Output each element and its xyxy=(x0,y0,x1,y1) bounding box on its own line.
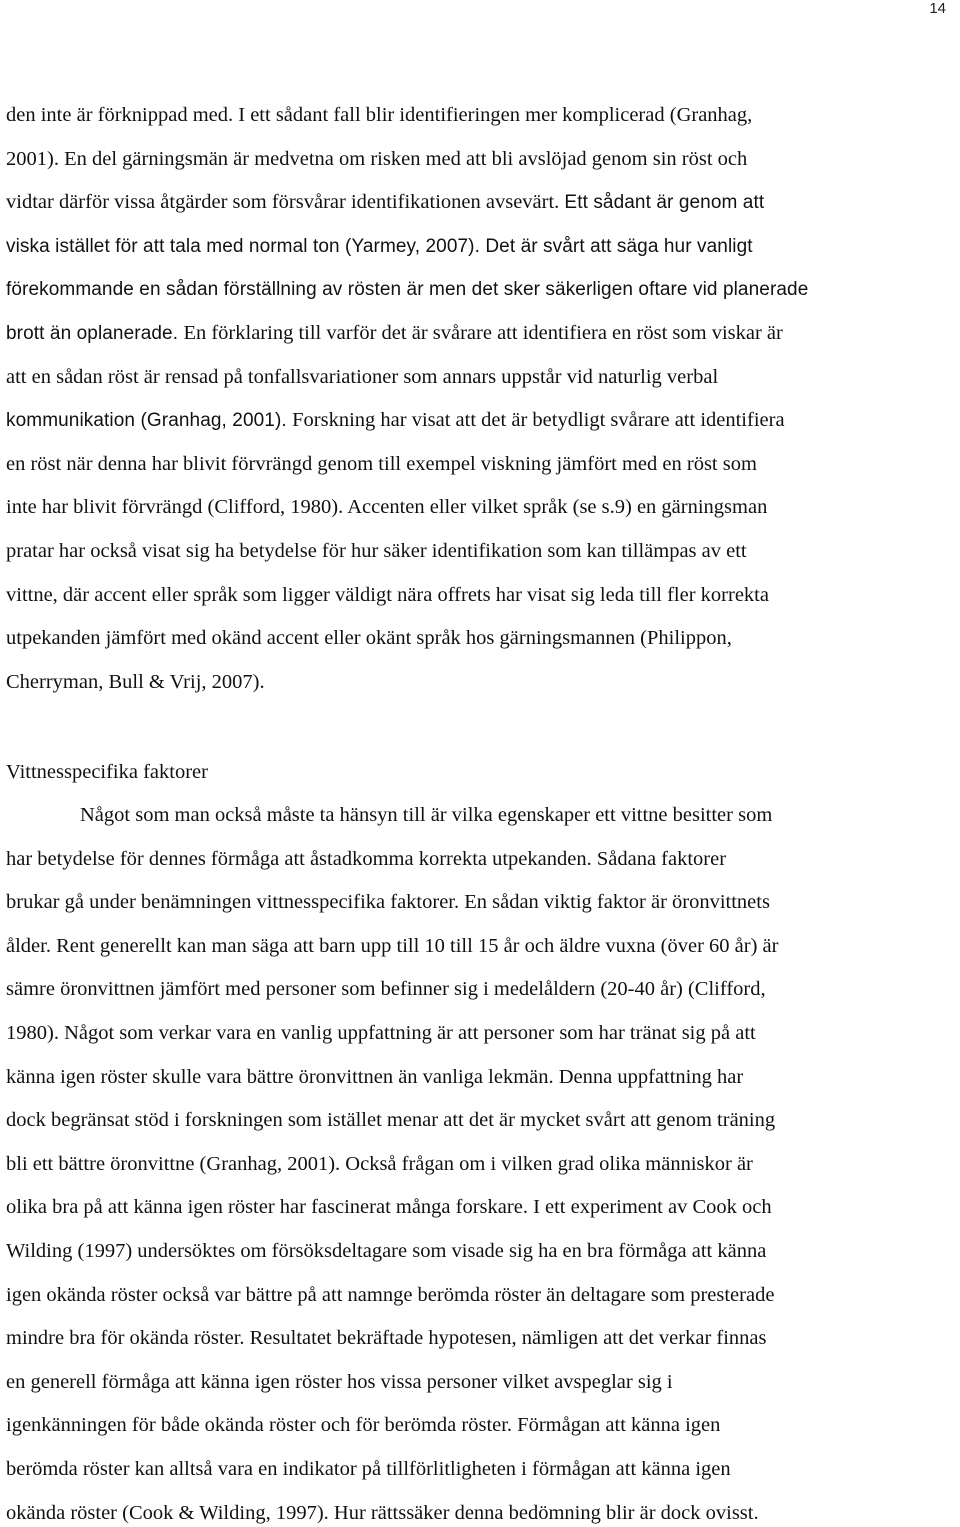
text-line xyxy=(6,454,757,475)
text-run: den inte är förknippad med. I ett sådant fall blir identifieringen mer komplicerad (Granhag, xyxy=(6,104,753,126)
text-run: bli ett bättre öronvittne (Granhag, 2001). Också frågan om i vilken grad olika människor är xyxy=(6,1152,753,1175)
text-run: brukar gå under benämningen vittnesspecifika faktorer. En sådan viktig faktor är öronvittnets xyxy=(6,891,770,914)
text-run: en röst när denna har blivit förvrängd genom till exempel viskning jämfört med en röst som xyxy=(6,452,757,475)
text-line xyxy=(6,628,732,649)
text-run: pratar har också visat sig ha betydelse för hur säker identifikation som kan tillämpas av ett xyxy=(6,540,747,562)
text-line xyxy=(6,1197,772,1218)
text-line xyxy=(6,849,726,870)
text-line xyxy=(6,1415,720,1436)
text-line xyxy=(6,585,769,606)
text-line xyxy=(6,497,767,518)
text-run: inte har blivit förvrängd (Clifford, 1980). Accenten eller vilket språk (se s.9) en gärningsman xyxy=(6,496,768,519)
text-line xyxy=(6,1241,766,1262)
text-run: berömda röster kan alltså vara en indikator på tillförlitligheten i förmågan att känna igen xyxy=(6,1458,731,1480)
text-run: har betydelse för dennes förmåga att åstadkomma korrekta utpekanden. Sådana faktorer xyxy=(6,847,727,870)
text-run: En förklaring till varför det är svårare att identifiera en röst som viskar är xyxy=(183,322,783,344)
text-line xyxy=(6,1503,759,1524)
text-run: vittne, där accent eller språk som ligger väldigt nära offrets har visat sig leda till fler korrekta xyxy=(6,583,769,606)
text-run: igen okända röster också var bättre på att namnge berömda röster än deltagare som presterade xyxy=(6,1283,775,1306)
text-line xyxy=(6,1023,756,1044)
text-line xyxy=(6,541,747,562)
text-line xyxy=(6,1285,774,1306)
text-line xyxy=(6,672,265,693)
text-run: vidtar därför vissa åtgärder som försvårar identifikationen avsevärt. xyxy=(6,191,565,214)
text-run: 2001). En del gärningsmän är medvetna om risken med att bli avslöjad genom sin röst och xyxy=(6,147,748,170)
text-line xyxy=(6,1110,775,1131)
text-run: brott än oplanerade. xyxy=(6,323,184,344)
text-run: ålder. Rent generellt kan man säga att barn upp till 10 till 15 år och äldre vuxna (över 60 år) är xyxy=(6,934,779,957)
text-line xyxy=(6,892,770,913)
text-line xyxy=(6,279,808,300)
text-run: igenkänningen för både okända röster och för berömda röster. Förmågan att känna igen xyxy=(6,1414,721,1437)
text-run: olika bra på att känna igen röster har fascinerat många forskare. I ett experiment av Cook och xyxy=(6,1196,772,1219)
text-line xyxy=(6,1067,743,1088)
text-run: att en sådan röst är rensad på tonfallsvariationer som annars uppstår vid naturlig verbal xyxy=(6,365,719,388)
text-line xyxy=(6,1459,731,1480)
text-line xyxy=(6,1372,673,1393)
text-run: Forskning har visat att det är betydligt svårare att identifiera xyxy=(292,409,785,432)
text-run: mindre bra för okända röster. Resultatet bekräftade hypotesen, nämligen att det verkar finnas xyxy=(6,1327,767,1350)
text-run: dock begränsat stöd i forskningen som istället menar att det är mycket svårt att genom träning xyxy=(6,1109,776,1132)
text-line xyxy=(6,236,753,257)
text-run: en generell förmåga att känna igen röster hos vissa personer vilket avspeglar sig i xyxy=(6,1370,673,1393)
text-run: Något som man också måste ta hänsyn till är vilka egenskaper ett vittne besitter som xyxy=(80,804,773,826)
text-run: kommunikation (Granhag, 2001). xyxy=(6,410,293,432)
text-run: förekommande en sådan förställning av rösten är men det sker säkerligen oftare vid planerade xyxy=(6,279,809,301)
text-line xyxy=(6,1328,767,1349)
text-line xyxy=(6,323,783,344)
text-line xyxy=(6,979,766,1000)
text-line xyxy=(6,149,747,170)
text-line xyxy=(6,192,764,213)
text-run: 1980). Något som verkar vara en vanlig uppfattning är att personer som har tränat sig på att xyxy=(6,1022,756,1044)
text-line xyxy=(6,367,718,388)
text-run: viska istället för att tala med normal ton (Yarmey, 2007). Det är svårt att säga hur vanligt xyxy=(6,235,753,257)
text-run: utpekanden jämfört med okänd accent eller okänt språk hos gärningsmannen (Philippon, xyxy=(6,627,732,650)
text-line xyxy=(6,105,752,126)
text-run: sämre öronvittnen jämfört med personer som befinner sig i medelåldern (20-40 år) (Clifford, xyxy=(6,978,766,1001)
text-line xyxy=(6,410,785,431)
text-line xyxy=(6,936,778,957)
text-run: Ett sådant är genom att xyxy=(564,192,765,214)
text-run: Wilding (1997) undersöktes om försöksdeltagare som visade sig ha en bra förmåga att känna xyxy=(6,1240,767,1262)
page-number: 14 xyxy=(929,0,946,17)
section-heading: Vittnesspecifika faktorer xyxy=(6,761,208,783)
text-line xyxy=(80,805,772,826)
text-line xyxy=(6,1154,753,1175)
text-run: Cherryman, Bull & Vrij, 2007). xyxy=(6,670,265,693)
text-run: känna igen röster skulle vara bättre öronvittnen än vanliga lekmän. Denna uppfattning har xyxy=(6,1065,744,1088)
text-run: okända röster (Cook & Wilding, 1997). Hur rättssäker denna bedömning blir är dock ovisst. xyxy=(6,1501,759,1524)
